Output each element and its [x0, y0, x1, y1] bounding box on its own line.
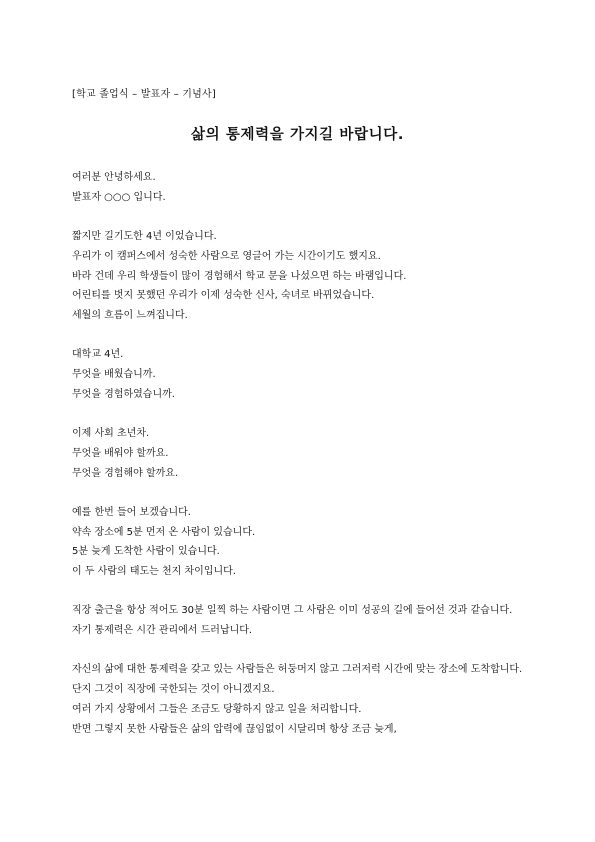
text-line: 단지 그것이 직장에 국한되는 것이 아니겠지요. [72, 684, 275, 696]
text-line: 무엇을 배워야 할까요. [72, 447, 169, 459]
text-line: 자기 통제력은 시간 관리에서 드러납니다. [72, 625, 253, 637]
paragraph [72, 660, 528, 739]
text-line: 자신의 삶에 대한 통제력을 갖고 있는 사람들은 허둥머지 않고 그러저럭 시간에 맞는 장소에 도착합니다. [72, 664, 523, 676]
paragraph [72, 345, 528, 404]
paragraph [72, 424, 528, 483]
text-line: 직장 출근을 항상 적어도 30분 일찍 하는 사람이면 그 사람은 이미 성공의 길에 들어선 것과 같습니다. [72, 605, 513, 617]
text-line: 어린티를 벗지 못했던 우리가 이제 성숙한 신사, 숙녀로 바뀌었습니다. [72, 290, 375, 302]
paragraph [72, 601, 528, 640]
text-line: 5분 늦게 도착한 사람이 있습니다. [72, 546, 220, 558]
text-line: 이 두 사람의 태도는 천지 차이입니다. [72, 566, 236, 577]
text-line: 이제 사회 초년차. [72, 428, 150, 440]
text-line: 약속 장소에 5분 먼저 온 사람이 있습니다. [72, 526, 256, 538]
text-line: 반면 그렇지 못한 사람들은 삶의 압력에 끊임없이 시달리며 항상 조금 늦게, [72, 723, 397, 735]
header-tag: [학교 졸업식 – 발표자 – 기념사] [72, 89, 216, 100]
text-line: 발표자 ○○○ 입니다. [72, 191, 166, 203]
text-line: 우리가 이 캠퍼스에서 성숙한 사람으로 영글어 가는 시간이기도 했지요. [72, 250, 381, 262]
text-line: 무엇을 경험해야 할까요. [72, 467, 179, 479]
text-line: 여러분 안녕하세요. [72, 172, 156, 183]
paragraph [72, 227, 528, 326]
text-line: 여러 가지 상황에서 그들은 조금도 당황하지 않고 일을 처리합니다. [72, 703, 362, 715]
paragraph [72, 168, 528, 207]
text-line: 바라 건데 우리 학생들이 많이 경험해서 학교 문을 나섰으면 하는 바램입니다. [72, 270, 407, 282]
text-line: 무엇을 경험하였습니까. [72, 388, 175, 400]
paragraph [72, 503, 528, 582]
document-title: 삶의 통제력을 가지길 바랍니다. [191, 127, 404, 143]
text-line: 세월의 흐름이 느껴집니다. [72, 309, 188, 321]
text-line: 대학교 4년. [72, 349, 124, 361]
text-line: 짧지만 길기도한 4년 이었습니다. [72, 231, 217, 243]
text-line: 무엇을 배웠습니까. [72, 369, 156, 380]
text-line: 예를 한번 들어 보겠습니다. [72, 506, 191, 518]
document-body [72, 168, 528, 739]
